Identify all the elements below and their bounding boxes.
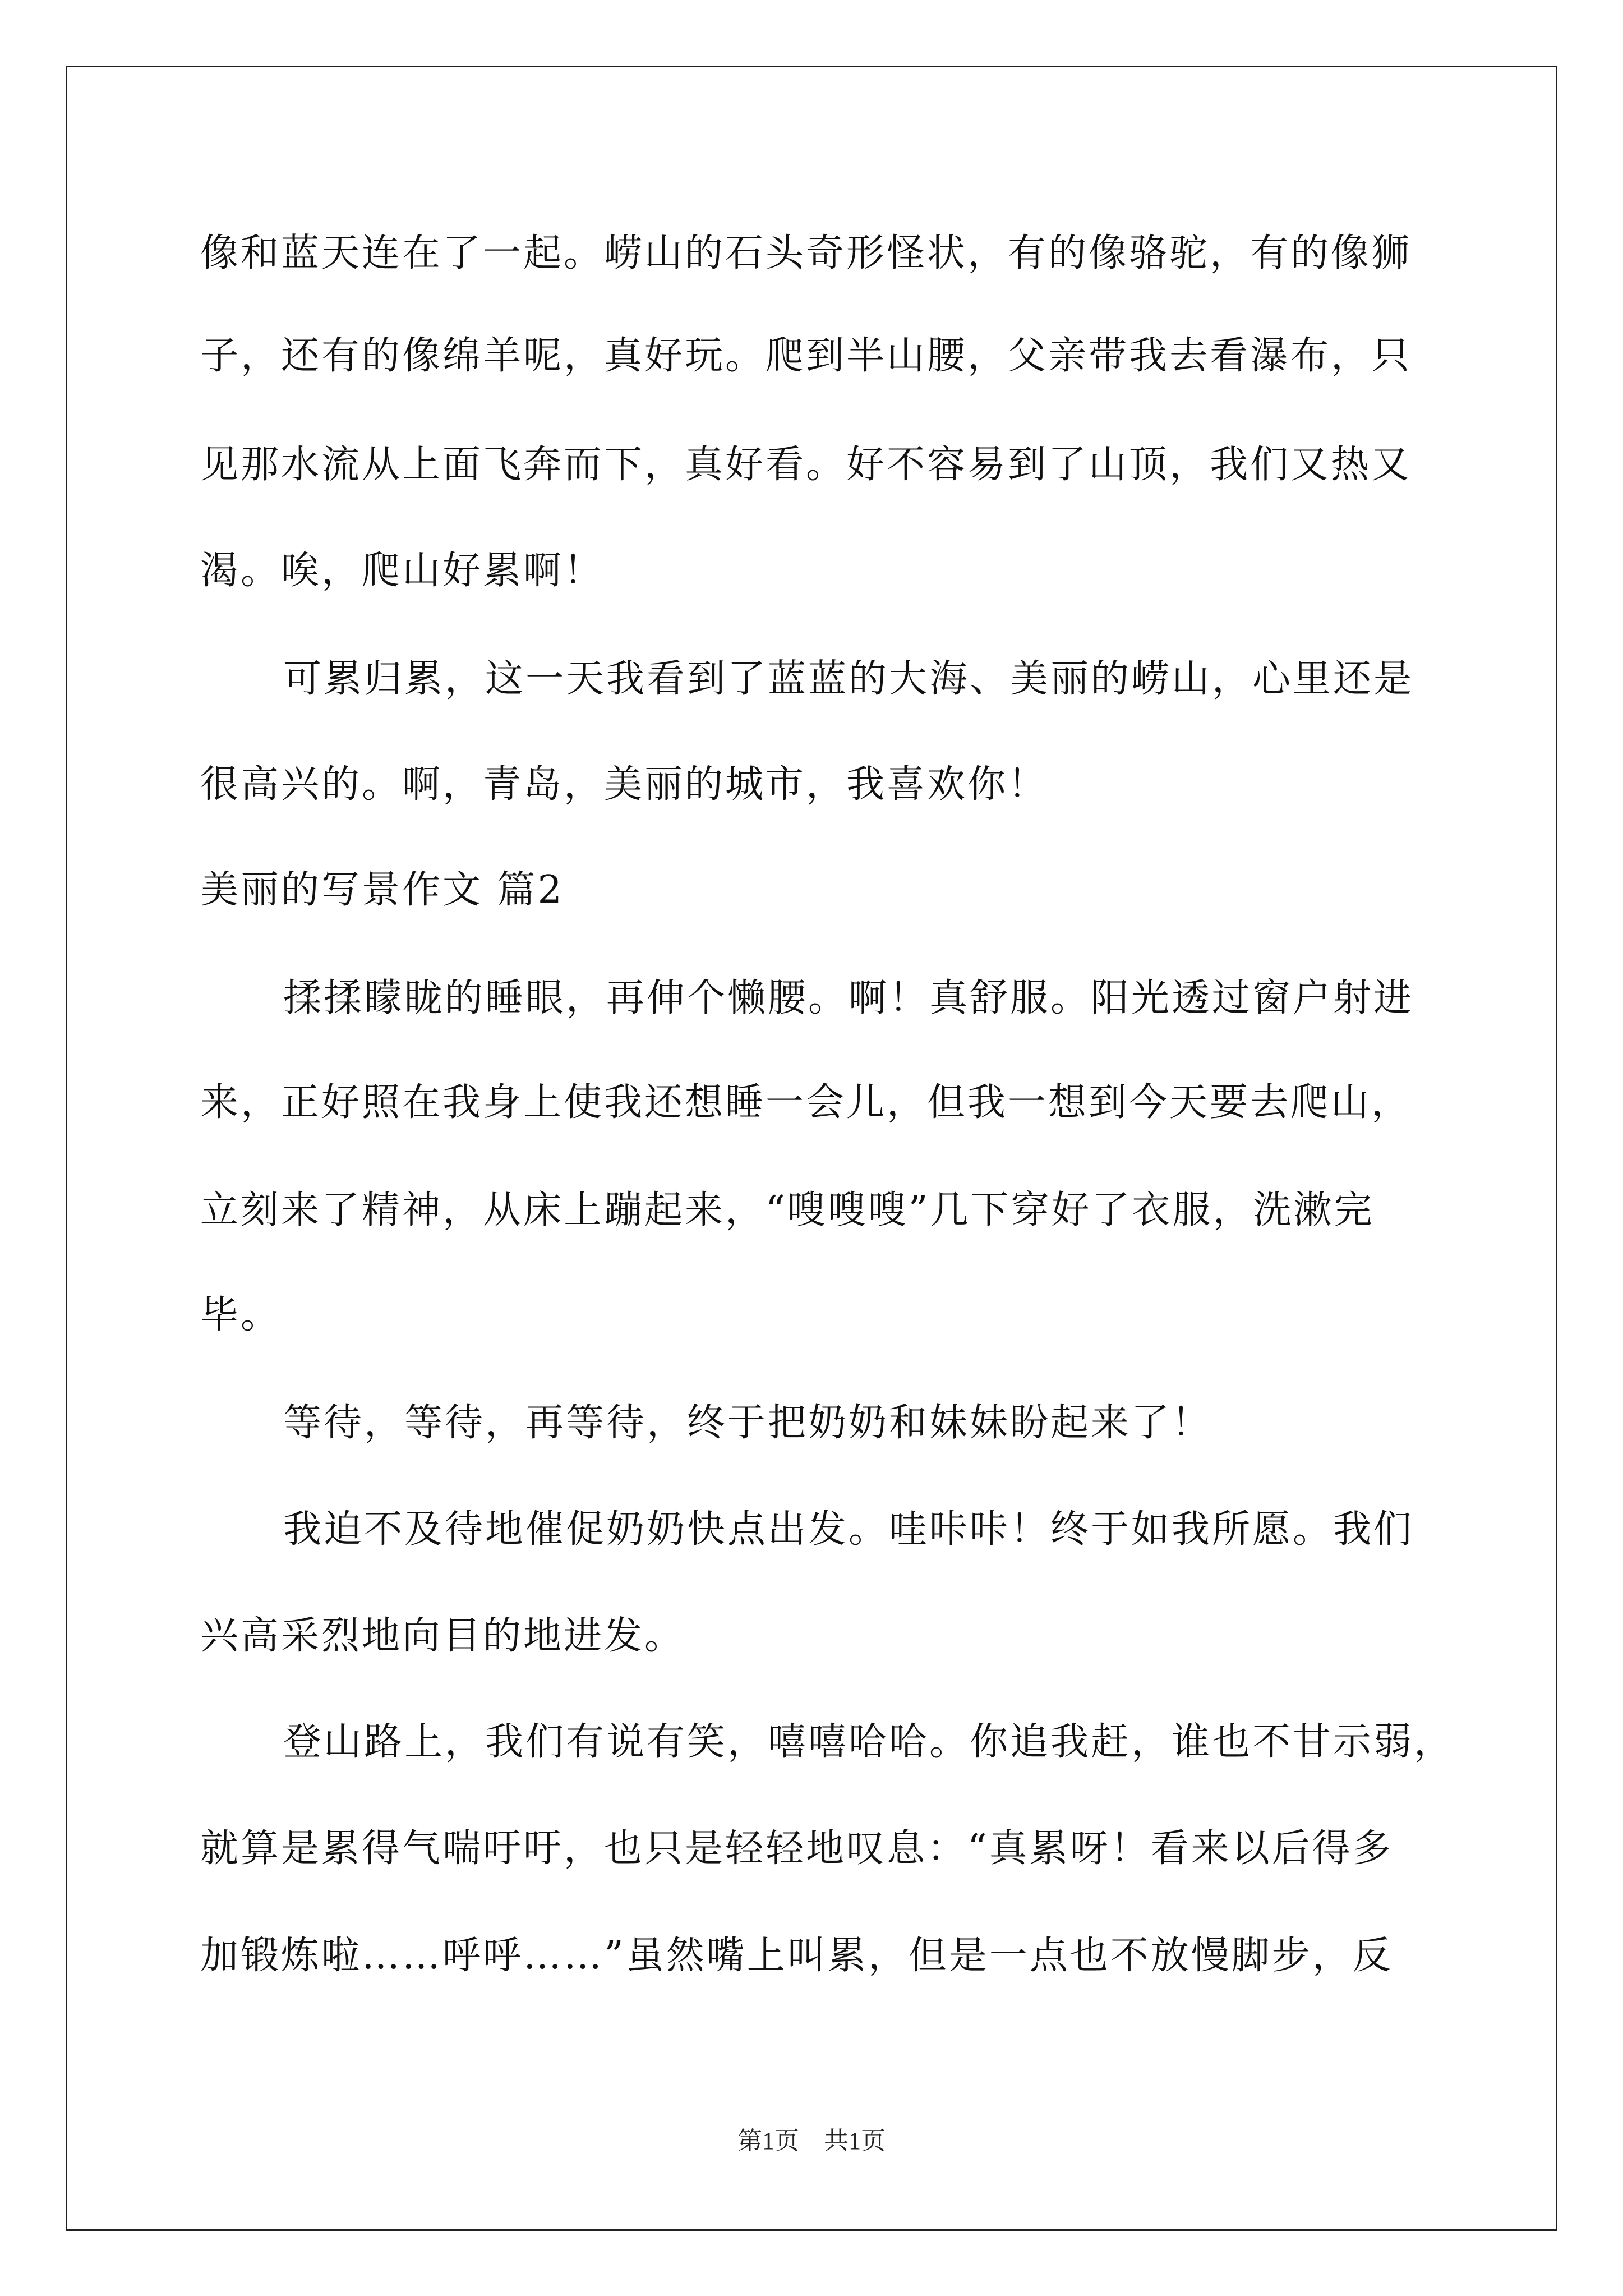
text-line: 子，还有的像绵羊呢，真好玩。爬到半山腰，父亲带我去看瀑布，只	[200, 334, 1412, 378]
paragraph-start-line: 揉揉矇眬的睡眼，再伸个懒腰。啊！真舒服。阳光透过窗户射进	[283, 976, 1414, 1020]
text-line: 像和蓝天连在了一起。崂山的石头奇形怪状，有的像骆驼，有的像狮	[200, 231, 1412, 275]
paragraph-start-line: 可累归累，这一天我看到了蓝蓝的大海、美丽的崂山，心里还是	[283, 657, 1414, 701]
text-line: 就算是累得气喘吁吁，也只是轻轻地叹息：“真累呀！看来以后得多	[200, 1826, 1393, 1871]
text-line: 来，正好照在我身上使我还想睡一会儿，但我一想到今天要去爬山，	[200, 1080, 1412, 1125]
paragraph-start-line: 我迫不及待地催促奶奶快点出发。哇咔咔！终于如我所愿。我们	[283, 1507, 1414, 1552]
text-line: 兴高采烈地向目的地进发。	[200, 1614, 685, 1658]
paragraph-start-line: 登山路上，我们有说有笑，嘻嘻哈哈。你追我赶，谁也不甘示弱，	[283, 1720, 1455, 1764]
paragraph-start-line: 等待，等待，再等待，终于把奶奶和妹妹盼起来了！	[283, 1401, 1212, 1445]
text-line: 立刻来了精神，从床上蹦起来，“嗖嗖嗖”几下穿好了衣服，洗漱完	[200, 1188, 1375, 1232]
text-line: 加锻炼啦……呼呼……”虽然嘴上叫累，但是一点也不放慢脚步，反	[200, 1934, 1393, 1978]
text-line: 毕。	[200, 1293, 282, 1337]
text-line: 很高兴的。啊，青岛，美丽的城市，我喜欢你！	[200, 762, 1049, 807]
text-line: 渴。唉，爬山好累啊！	[200, 549, 605, 593]
section-heading: 美丽的写景作文 篇2	[200, 868, 564, 912]
page-number-footer: 第1页 共1页	[737, 2127, 886, 2155]
page-border	[66, 66, 1557, 2231]
text-line: 见那水流从上面飞奔而下，真好看。好不容易到了山顶，我们又热又	[200, 443, 1412, 487]
